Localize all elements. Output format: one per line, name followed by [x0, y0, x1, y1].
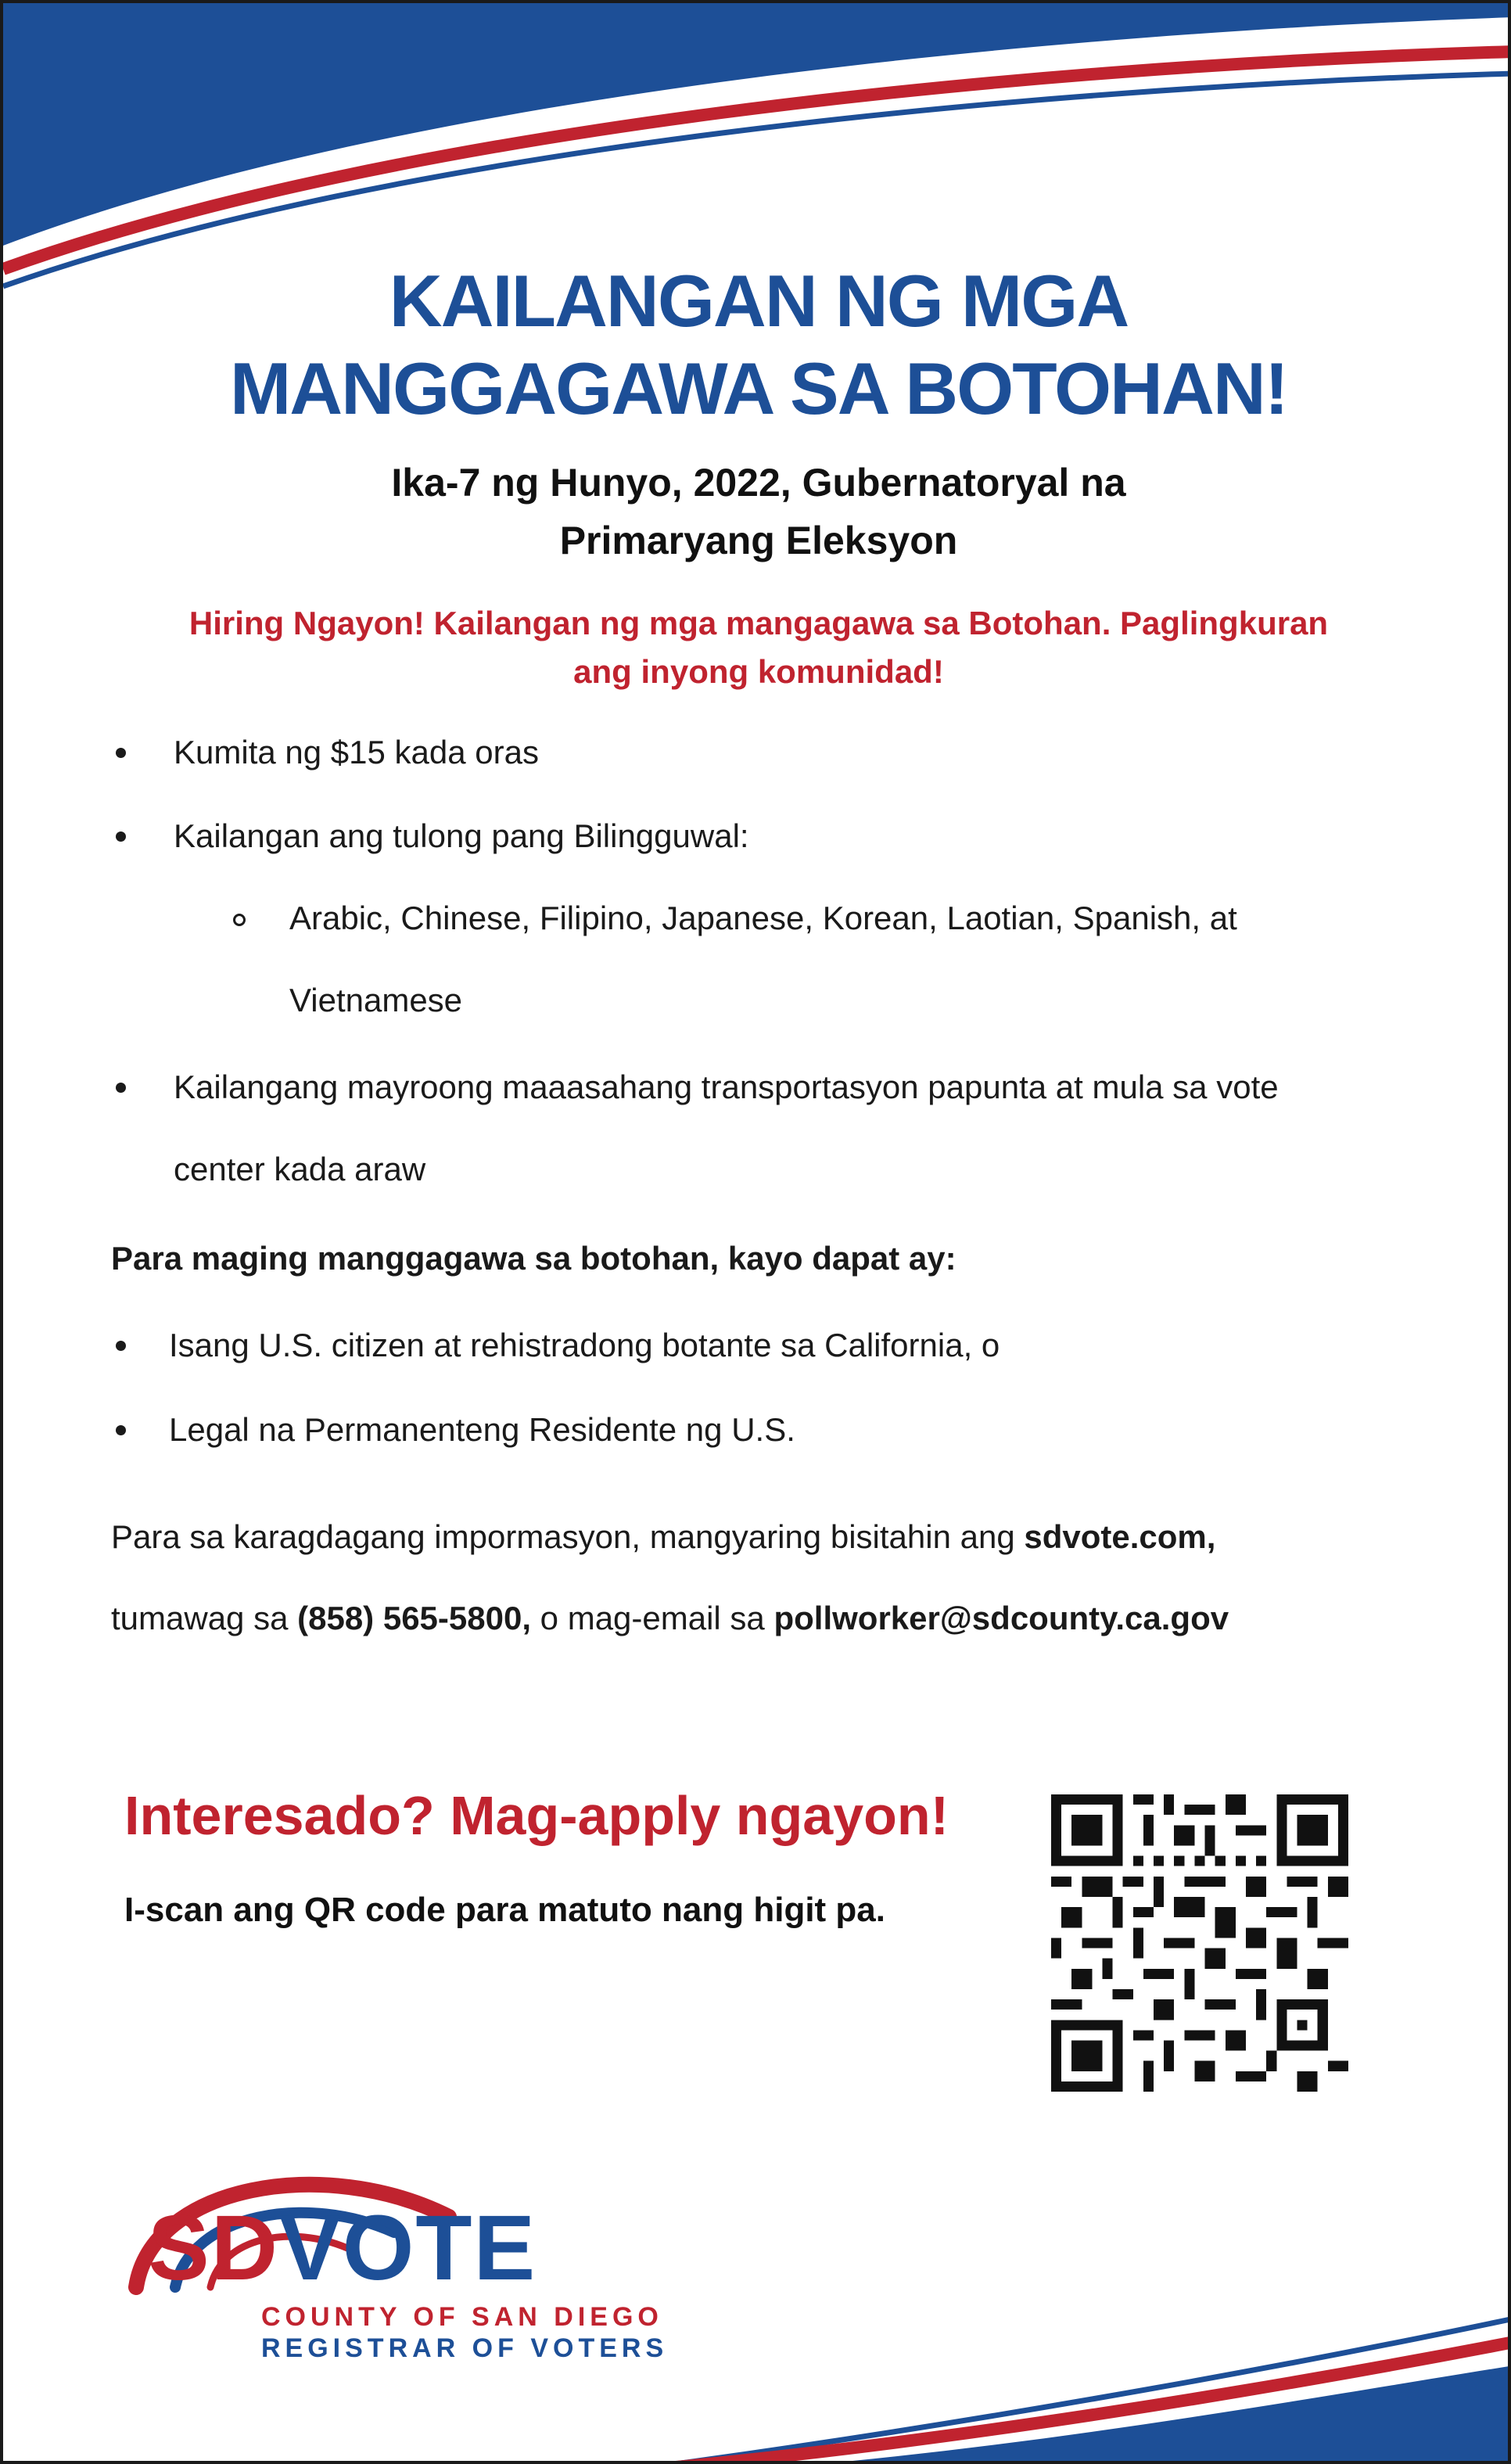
- election-subtitle: [3, 454, 1511, 569]
- hiring-line-2: ang inyong komunidad!: [573, 653, 944, 690]
- bullet-dot: [116, 1083, 126, 1093]
- requirements-heading: Para maging manggagawa sa botohan, kayo dapat ay:: [111, 1240, 956, 1277]
- contact-line-1: [111, 1518, 1215, 1557]
- apply-heading: Interesado? Mag-apply ngayon!: [124, 1785, 949, 1846]
- logo-county-name: COUNTY OF SAN DIEGO: [261, 2302, 663, 2332]
- bullet-dot: [116, 832, 126, 842]
- phone-number[interactable]: (858) 565-5800,: [297, 1600, 532, 1636]
- email-link[interactable]: pollworker@sdcounty.ca.gov: [773, 1600, 1229, 1636]
- logo-registrar-name: REGISTRAR OF VOTERS: [261, 2333, 669, 2363]
- hiring-line-1: Hiring Ngayon! Kailangan ng mga mangagawa sa Botohan. Paglingkuran: [188, 605, 1329, 641]
- scan-instruction: I-scan ang QR code para matuto nang higit pa.: [124, 1891, 886, 1929]
- benefit-pay: Kumita ng $15 kada oras: [174, 734, 539, 770]
- page-title: [3, 257, 1511, 433]
- bullet-dot: [116, 748, 126, 758]
- title-line-2: MANGGAGAWA SA BOTOHAN!: [229, 347, 1288, 429]
- bullet-dot: [116, 1341, 126, 1351]
- languages-line-1: Arabic, Chinese, Filipino, Japanese, Korean, Laotian, Spanish, at: [289, 900, 1237, 936]
- sdvote-logo: [148, 2197, 537, 2299]
- requirement-resident: Legal na Permanenteng Residente ng U.S.: [169, 1411, 795, 1448]
- call-text: tumawag sa: [111, 1600, 298, 1636]
- subtitle-line-1: Ika-7 ng Hunyo, 2022, Gubernatoryal na: [391, 461, 1126, 505]
- languages-line-2: Vietnamese: [289, 982, 463, 1018]
- contact-intro-text: Para sa karagdagang impormasyon, mangyaring bisitahin ang: [111, 1518, 1025, 1555]
- logo-vote: VOTE: [278, 2196, 537, 2300]
- hiring-notice: [113, 599, 1405, 696]
- email-intro-text: o mag-email sa: [531, 1600, 774, 1636]
- sub-bullet-circle: [233, 914, 246, 926]
- requirement-citizen: Isang U.S. citizen at rehistradong botante sa California, o: [169, 1327, 1000, 1363]
- subtitle-line-2: Primaryang Eleksyon: [559, 519, 958, 562]
- benefit-bilingual: Kailangan ang tulong pang Bilingguwal:: [174, 817, 749, 854]
- benefit-transport-line-1: Kailangang mayroong maaasahang transportasyon papunta at mula sa vote: [174, 1069, 1279, 1105]
- bullet-dot: [116, 1425, 126, 1435]
- title-line-1: KAILANGAN NG MGA: [389, 260, 1129, 342]
- contact-line-2: [111, 1599, 1229, 1638]
- qr-code[interactable]: [1051, 1794, 1348, 2092]
- logo-sd: SD: [148, 2196, 279, 2300]
- website-link[interactable]: sdvote.com,: [1024, 1518, 1216, 1555]
- benefit-transport-line-2: center kada araw: [174, 1151, 426, 1187]
